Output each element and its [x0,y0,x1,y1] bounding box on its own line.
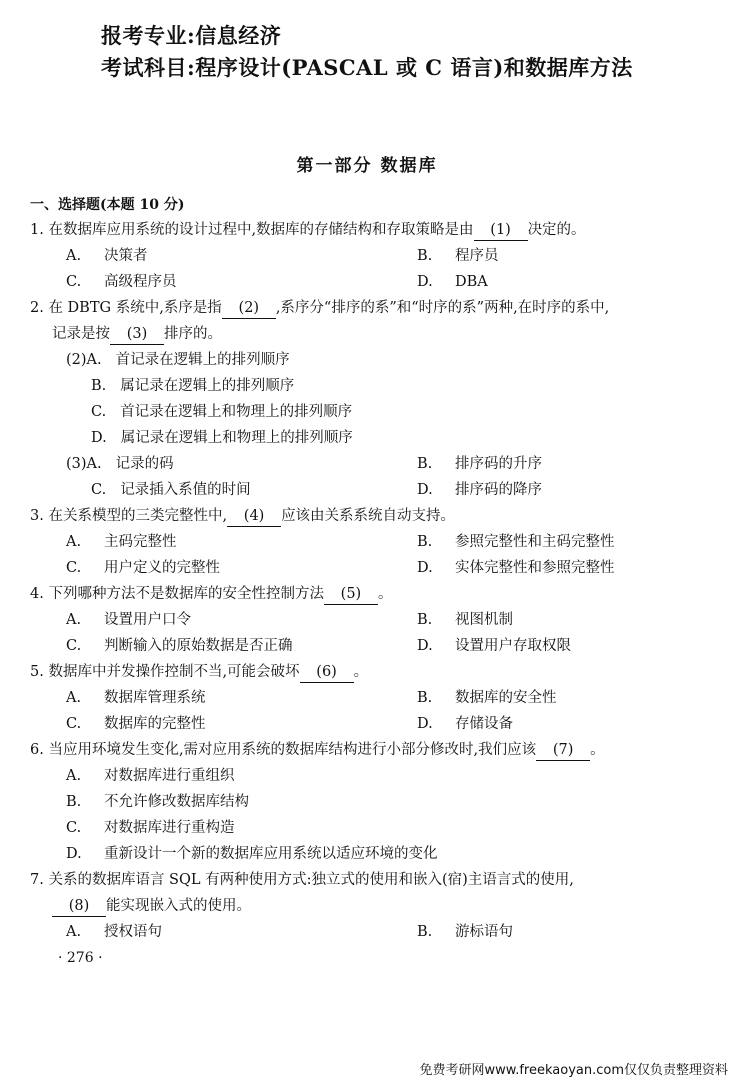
question-7-cont [52,896,251,917]
option-a [66,246,148,266]
header-major: 报考专业:信息经济 [101,23,282,48]
option-text: 参照完整性和主码完整性 [455,534,615,550]
option-text: 数据库的完整性 [104,716,206,732]
option-label: A. [66,768,82,784]
option-text: 记录插入系值的时间 [120,482,251,498]
option-text: 高级程序员 [104,274,177,290]
option-b [66,792,249,812]
option-c [66,558,220,578]
option-text: 不允许修改数据库结构 [104,794,249,810]
question-text: 应该由关系系统自动支持。 [281,508,456,524]
option-label: B. [417,456,433,472]
option-b [417,610,513,630]
question-2 [30,298,609,319]
option-label: C. [66,274,82,290]
option-d [66,844,438,864]
option-label: A. [66,612,82,628]
answer-blank: (1) [474,220,528,241]
sub-question-3-option-a [66,454,174,474]
option-label: C. [91,404,107,420]
option-text: 数据库管理系统 [104,690,206,706]
option-label: A. [86,456,102,472]
sub-question-3-option-b [417,454,542,474]
answer-blank: (4) [227,506,281,527]
option-text: 判断输入的原始数据是否正确 [104,638,293,654]
option-text: 对数据库进行重构造 [104,820,235,836]
option-label: B. [91,378,107,394]
question-text: 3. 在关系模型的三类完整性中, [30,508,228,524]
part-title: 第一部分 数据库 [296,156,438,176]
option-d [417,558,615,578]
option-a [66,922,162,942]
option-label: A. [66,690,82,706]
question-2-cont [52,324,222,345]
option-b [417,688,557,708]
answer-blank: (7) [536,740,590,761]
option-c [66,714,206,734]
option-label: A. [66,534,82,550]
question-text: 。 [590,742,605,758]
option-text: 游标语句 [455,924,513,940]
option-label: B. [417,924,433,940]
question-text: 。 [353,664,369,680]
option-text: 首记录在逻辑上的排列顺序 [115,352,290,368]
option-label: D. [417,274,433,290]
question-text: 7. 关系的数据库语言 SQL 有两种使用方式:独立式的使用和嵌入(宿)主语言式的使用, [30,872,574,888]
question-text: 6. 当应用环境发生变化,需对应用系统的数据库结构进行小部分修改时,我们应该 [30,742,537,758]
sub-question-3-option-d [417,480,542,500]
option-label: A. [66,924,82,940]
header-subject: 考试科目:程序设计(PASCAL 或 C 语言)和数据库方法 [101,55,633,80]
answer-blank: (2) [222,298,276,319]
sub-question-3-option-c [91,480,251,500]
option-text: 重新设计一个新的数据库应用系统以适应环境的变化 [104,846,438,862]
option-a [66,688,206,708]
footer-watermark: 免费考研网www.freekaoyan.com仅仅负责整理资料 [419,1063,728,1078]
option-label: D. [417,638,433,654]
sub-question-label: (3) [66,456,87,472]
question-text: 1. 在数据库应用系统的设计过程中,数据库的存储结构和存取策略是由 [30,222,474,238]
option-label: C. [66,638,82,654]
option-d [417,714,513,734]
question-text: 记录是按 [52,326,110,342]
answer-blank: (3) [110,324,164,345]
option-c [66,818,235,838]
sub-question-2-option-b [91,376,294,396]
option-text: 授权语句 [104,924,162,940]
option-d [417,272,488,292]
option-label: D. [417,716,433,732]
answer-blank: (8) [52,896,106,917]
option-text: 主码完整性 [104,534,177,550]
option-text: DBA [455,274,488,290]
sub-question-2-option-d [91,428,353,448]
option-text: 记录的码 [115,456,174,472]
question-4 [30,584,392,605]
question-1 [30,220,586,241]
question-7 [30,870,574,890]
question-text: ,系序分“排序的系”和“时序的系”两种,在时序的系中, [275,300,610,316]
option-text: 决策者 [104,248,148,264]
option-c [66,636,293,656]
option-text: 属记录在逻辑上和物理上的排列顺序 [120,430,353,446]
option-label: C. [66,560,82,576]
option-text: 设置用户存取权限 [455,638,571,654]
option-text: 存储设备 [455,716,513,732]
option-text: 对数据库进行重组织 [104,768,235,784]
option-text: 排序码的降序 [455,482,542,498]
question-text: 排序的。 [164,326,222,342]
sub-question-label: (2) [66,352,87,368]
page-number: · 276 · [58,950,103,966]
option-text: 用户定义的完整性 [104,560,220,576]
option-b [417,532,615,552]
question-text: 能实现嵌入式的使用。 [106,898,251,914]
option-text: 首记录在逻辑上和物理上的排列顺序 [120,404,353,420]
question-3 [30,506,455,527]
option-label: C. [66,820,82,836]
option-text: 数据库的安全性 [455,690,557,706]
option-label: D. [66,846,82,862]
question-text: 5. 数据库中并发操作控制不当,可能会破坏 [30,664,300,680]
question-text: 决定的。 [527,222,586,238]
option-label: B. [417,534,433,550]
option-a [66,766,235,786]
answer-blank: (6) [300,662,354,683]
option-label: D. [417,560,433,576]
option-text: 实体完整性和参照完整性 [455,560,615,576]
option-label: A. [66,248,82,264]
question-text: 4. 下列哪种方法不是数据库的安全性控制方法 [30,586,324,602]
option-label: B. [417,690,433,706]
option-text: 排序码的升序 [455,456,542,472]
option-text: 设置用户口令 [104,612,191,628]
option-label: B. [417,248,433,264]
option-label: B. [66,794,82,810]
option-b [417,246,499,266]
answer-blank: (5) [324,584,378,605]
option-text: 程序员 [455,248,499,264]
option-label: D. [91,430,107,446]
option-text: 属记录在逻辑上的排列顺序 [120,378,295,394]
question-5 [30,662,368,683]
option-label: B. [417,612,433,628]
option-a [66,532,177,552]
sub-question-2-option-c [91,402,352,422]
option-a [66,610,191,630]
question-6 [30,740,605,761]
option-text: 视图机制 [455,612,513,628]
option-b [417,922,513,942]
question-text: 。 [377,586,393,602]
option-label: A. [86,352,102,368]
section-title: 一、选择题(本题 10 分) [30,197,185,213]
option-d [417,636,571,656]
option-label: C. [66,716,82,732]
option-label: C. [91,482,107,498]
sub-question-2-option-a [66,350,290,370]
question-text: 2. 在 DBTG 系统中,系序是指 [30,300,222,316]
option-c [66,272,177,292]
option-label: D. [417,482,433,498]
